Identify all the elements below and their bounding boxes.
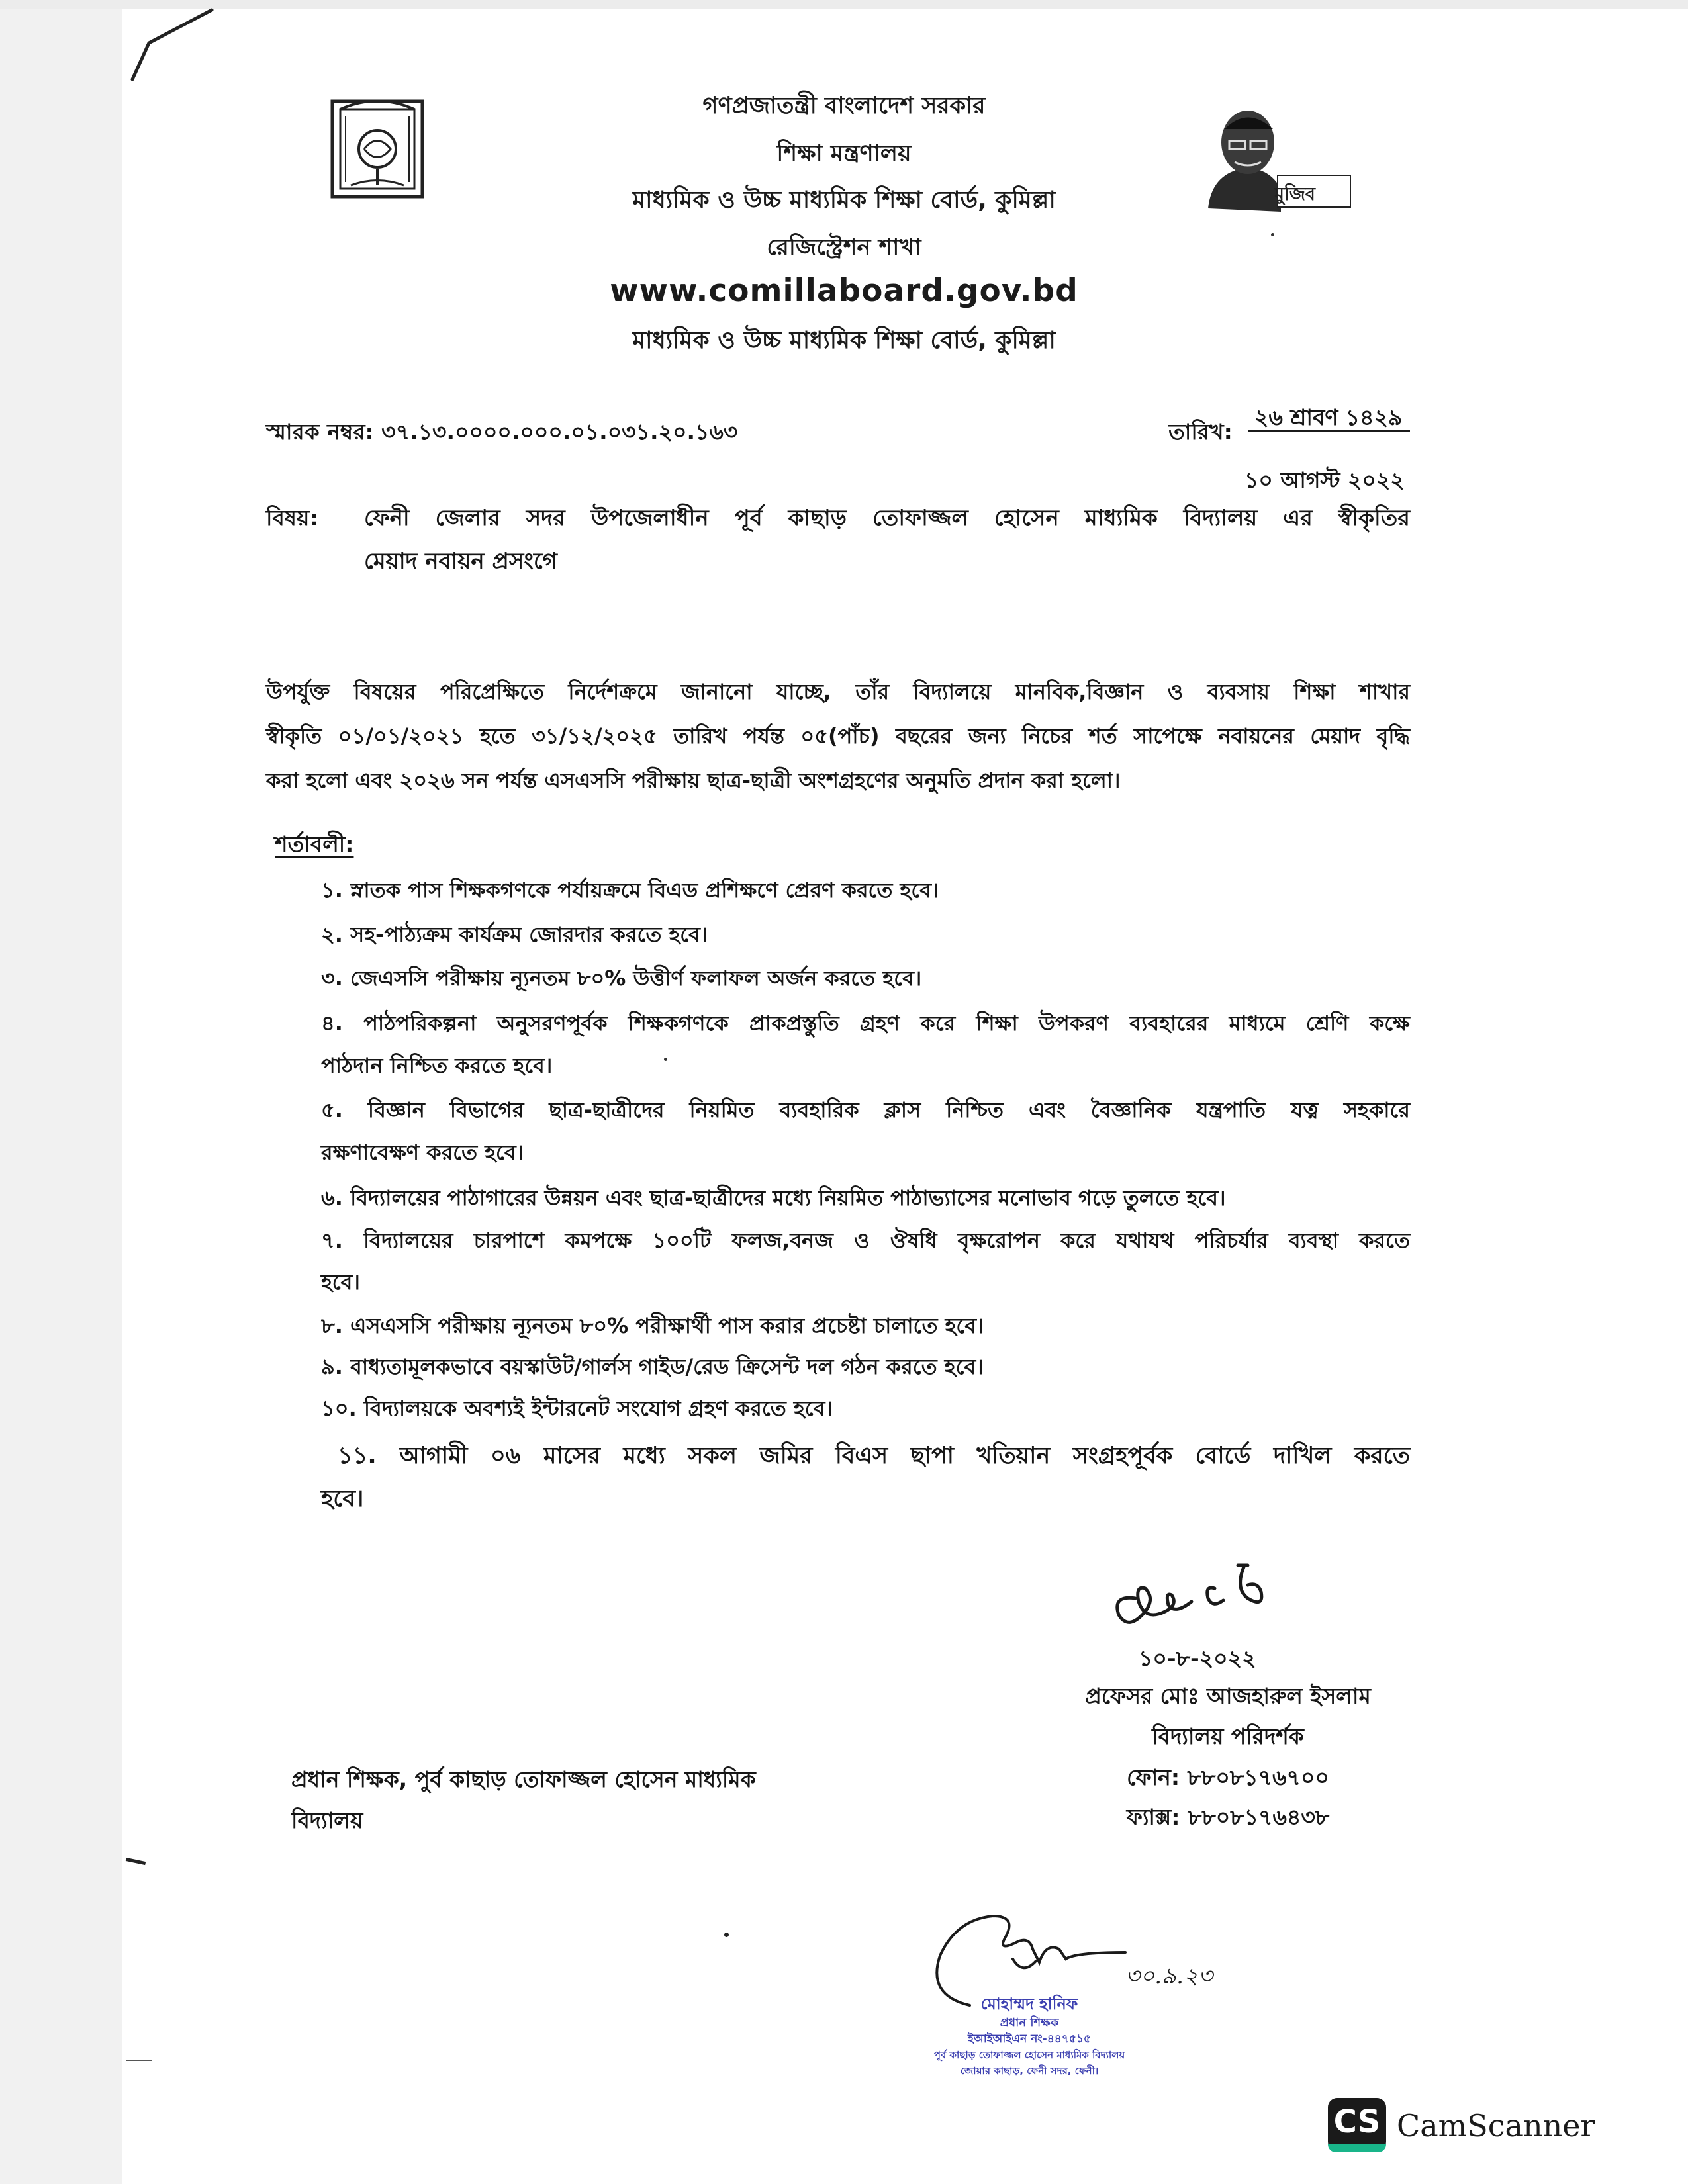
condition-6: ৬. বিদ্যালয়ের পাঠাগারের উন্নয়ন এবং ছাত্র-ছাত্রীদের মধ্যে নিয়মিত পাঠাভ্যাসের মনোভাব গড়ে তুলতে হবে।	[321, 1185, 1226, 1210]
body-line-2: স্বীকৃতি ০১/০১/২০২১ হতে ৩১/১২/২০২৫ তারিখ পর্যন্ত ০৫(পাঁচ) বছরের জন্য নিচের শর্ত সাপেক্ষে নবায়নের মেয়াদ বৃদ্ধি	[266, 723, 1410, 749]
scan-shadow-top	[0, 0, 1688, 9]
stamp-school: পূর্ব কাছাড় তোফাজ্জল হোসেন মাধ্যমিক বিদ্যালয়	[933, 2049, 1125, 2061]
body-line-1: উপর্যুক্ত বিষয়ের পরিপ্রেক্ষিতে নির্দেশক্রমে জানানো যাচ্ছে, তাঁর বিদ্যালয়ে মানবিক,বিজ্ঞান ও ব্যবসায় শিক্ষা শাখার	[266, 679, 1410, 704]
signatory-designation: বিদ্যালয় পরিদর্শক	[1152, 1723, 1304, 1749]
camscanner-logo-text: CS	[1333, 2103, 1381, 2140]
subject-label: বিষয়:	[266, 505, 318, 531]
recipient-line-2: বিদ্যালয়	[291, 1807, 363, 1833]
body-line-3: করা হলো এবং ২০২৬ সন পর্যন্ত এসএসসি পরীক্ষায় ছাত্র-ছাত্রী অংশগ্রহণের অনুমতি প্রদান করা হলো।	[266, 768, 1121, 793]
camscanner-watermark: CamScanner	[1397, 2108, 1595, 2144]
header-branch: রেজিস্ট্রেশন শাখা	[767, 234, 921, 261]
speck	[1271, 233, 1274, 236]
condition-11-line-2: হবে।	[321, 1486, 364, 1512]
condition-4-line-1: ৪. পাঠপরিকল্পনা অনুসরণপূর্বক শিক্ষকগণকে প্রাকপ্রস্তুতি গ্রহণ করে শিক্ষা উপকরণ ব্যবহারের মাধ্যমে শ্রেণি কক্ষে	[321, 1011, 1410, 1036]
portrait-caption: মুজিব	[1274, 184, 1315, 205]
camscanner-logo-stripe	[1328, 2144, 1386, 2152]
stamp-title: প্রধান শিক্ষক	[1000, 2016, 1059, 2030]
signature-date: ১০-৮-২০২২	[1139, 1645, 1256, 1671]
condition-5-line-2: রক্ষণাবেক্ষণ করতে হবে।	[321, 1140, 524, 1165]
condition-11-line-1: ১১. আগামী ০৬ মাসের মধ্যে সকল জমির বিএস ছাপা খতিয়ান সংগ্রহপূর্বক বোর্ডে দাখিল করতে	[338, 1443, 1410, 1469]
header-board: মাধ্যমিক ও উচ্চ মাধ্যমিক শিক্ষা বোর্ড, কুমিল্লা	[632, 187, 1056, 214]
condition-5-line-1: ৫. বিজ্ঞান বিভাগের ছাত্র-ছাত্রীদের নিয়মিত ব্যবহারিক ক্লাস নিশ্চিত এবং বৈজ্ঞানিক যন্ত্রপাতি যত্ন সহকারে	[321, 1097, 1410, 1122]
date-bangla: ২৬ শ্রাবণ ১৪২৯	[1254, 404, 1403, 430]
inspector-signature-icon	[1099, 1549, 1297, 1635]
condition-10: ১০. বিদ্যালয়কে অবশ্যই ইন্টারনেট সংযোগ গ্রহণ করতে হবে।	[321, 1396, 833, 1421]
stamp-name: মোহাম্মদ হানিফ	[980, 1995, 1078, 2013]
header-website: www.comillaboard.gov.bd	[610, 273, 1078, 309]
header-ministry: শিক্ষা মন্ত্রণালয়	[776, 140, 912, 167]
header-board-repeat: মাধ্যমিক ও উচ্চ মাধ্যমিক শিক্ষা বোর্ড, কুমিল্লা	[632, 327, 1056, 354]
signatory-fax: ফ্যাক্স: ৮৮০৮১৭৬৪৩৮	[1126, 1804, 1330, 1830]
condition-9: ৯. বাধ্যতামূলকভাবে বয়স্কাউট/গার্লস গাইড/রেড ক্রিসেন্ট দল গঠন করতে হবে।	[321, 1354, 984, 1379]
date-label: তারিখ:	[1168, 419, 1233, 445]
stamp-address: জোয়ার কাছাড়, ফেনী সদর, ফেনী।	[960, 2065, 1099, 2077]
memo-number: স্মারক নম্বর: ৩৭.১৩.০০০০.০০০.০১.০৩১.২০.১৬৩	[266, 419, 738, 445]
date-divider	[1248, 430, 1410, 432]
speck	[724, 1933, 729, 1937]
scan-shadow-left	[0, 0, 122, 2184]
stamp-eiin: ইআইআইএন নং-৪৪৭৫১৫	[968, 2032, 1091, 2046]
condition-4-line-2: পাঠদান নিশ্চিত করতে হবে।	[321, 1053, 553, 1078]
scan-mark	[126, 2060, 152, 2061]
condition-1: ১. স্নাতক পাস শিক্ষকগণকে পর্যায়ক্রমে বিএড প্রশিক্ষণে প্রেরণ করতে হবে।	[321, 878, 939, 903]
signatory-name: প্রফেসর মোঃ আজহারুল ইসলাম	[1085, 1683, 1371, 1709]
date-english: ১০ আগস্ট ২০২২	[1244, 467, 1405, 493]
pen-mark-icon	[119, 7, 218, 86]
condition-3: ৩. জেএসসি পরীক্ষায় ন্যূনতম ৮০% উত্তীর্ণ ফলাফল অর্জন করতে হবে।	[321, 966, 922, 991]
signatory-phone: ফোন: ৮৮০৮১৭৬৭০০	[1127, 1764, 1329, 1790]
speck	[664, 1058, 667, 1061]
condition-7-line-1: ৭. বিদ্যালয়ের চারপাশে কমপক্ষে ১০০টি ফলজ,বনজ ও ঔষধি বৃক্ষরোপন করে যথাযথ পরিচর্যার ব্যবস্থা করতে	[321, 1228, 1410, 1253]
condition-7-line-2: হবে।	[321, 1269, 360, 1295]
scan-mark	[126, 1858, 146, 1865]
recipient-line-1: প্রধান শিক্ষক, পুর্ব কাছাড় তোফাজ্জল হোসেন মাধ্যমিক	[291, 1766, 756, 1792]
conditions-title: শর্তাবলী:	[275, 831, 354, 857]
subject-line-2: মেয়াদ নবায়ন প্রসংগে	[364, 548, 557, 574]
head-teacher-signature-date: ৩০.৯.২৩	[1125, 1963, 1213, 1989]
subject-line-1: ফেনী জেলার সদর উপজেলাধীন পূর্ব কাছাড় তোফাজ্জল হোসেন মাধ্যমিক বিদ্যালয় এর স্বীকৃতির	[364, 505, 1410, 531]
condition-2: ২. সহ-পাঠ্যক্রম কার্যক্রম জোরদার করতে হবে।	[321, 922, 708, 947]
condition-8: ৮. এসএসসি পরীক্ষায় ন্যূনতম ৮০% পরীক্ষার্থী পাস করার প্রচেষ্টা চালাতে হবে।	[321, 1313, 984, 1338]
header-government: গণপ্রজাতন্ত্রী বাংলাদেশ সরকার	[702, 93, 986, 119]
